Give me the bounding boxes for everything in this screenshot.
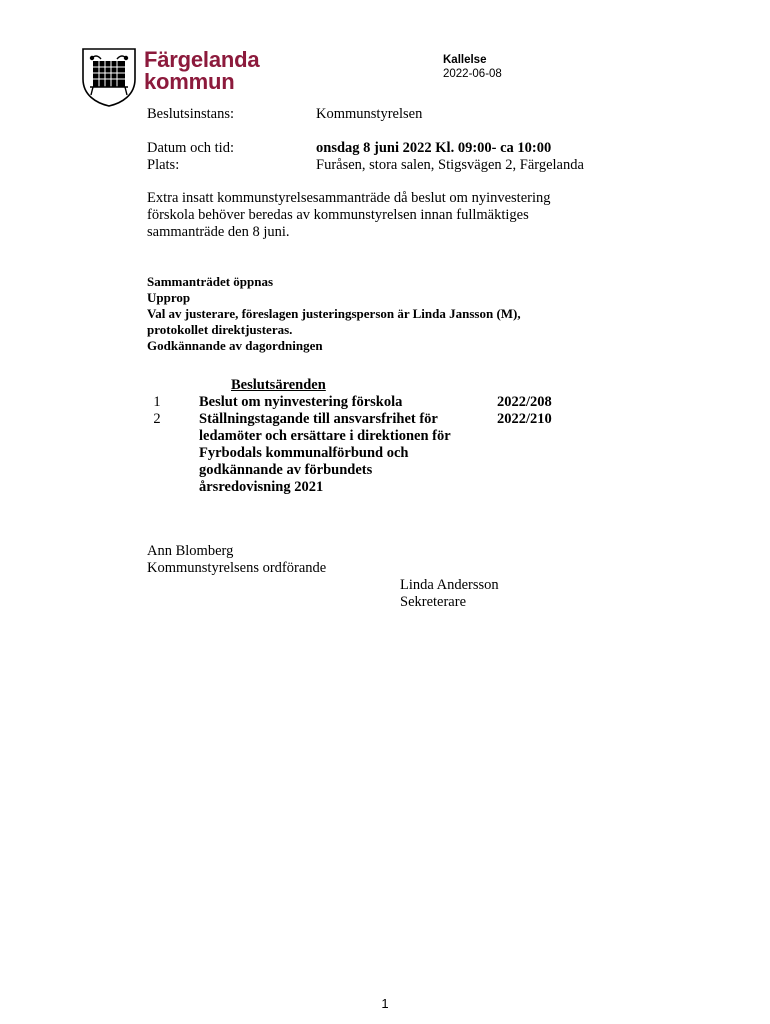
agenda-item-number: 2 [153,411,161,427]
intro-line: sammanträde den 8 juni. [147,224,290,240]
logo-line-2: kommun [144,69,235,94]
agenda-item-number: 1 [153,394,161,410]
secretary-name: Linda Andersson [400,577,499,593]
document-date: 2022-06-08 [443,68,502,80]
agenda-item-title-line: godkännande av förbundets [199,462,373,478]
agenda-item-reference: 2022/208 [497,394,552,410]
document-type: Kallelse [443,54,487,66]
page-number: 1 [381,996,389,1011]
municipality-logo [80,45,265,107]
agenda-item-title-line: årsredovisning 2021 [199,479,324,495]
agenda-item-title-line: Ställningstagande till ansvarsfrihet för [199,411,438,427]
opening-item: protokollet direktjusteras. [147,322,293,337]
intro-line: förskola behöver beredas av kommunstyrelsen innan fullmäktiges [147,207,529,223]
logo-line-1: Färgelanda [144,47,260,72]
agenda-item-title [199,394,499,411]
opening-item: Godkännande av dagordningen [147,338,323,353]
secretary-title: Sekreterare [400,594,467,610]
plats-label: Plats: [147,157,180,173]
agenda-item-title-line: Beslut om nyinvestering förskola [199,394,403,410]
opening-item: Upprop [147,290,191,305]
shield-crest-icon [80,45,138,107]
agenda-item-title-line: Fyrbodals kommunalförbund och [199,445,409,461]
agenda-heading: Beslutsärenden [231,377,326,393]
chair-title: Kommunstyrelsens ordförande [147,560,327,576]
opening-items [147,274,587,354]
intro-line: Extra insatt kommunstyrelsesammanträde då beslut om nyinvestering [147,190,551,206]
datum-label: Datum och tid: [147,140,234,156]
beslutsinstans-value: Kommunstyrelsen [316,106,423,122]
plats-value: Furåsen, stora salen, Stigsvägen 2, Färgelanda [316,157,584,173]
datum-value: onsdag 8 juni 2022 Kl. 09:00- ca 10:00 [316,140,552,156]
agenda-item-title [199,411,499,496]
agenda-item-title-line: ledamöter och ersättare i direktionen för [199,428,451,444]
agenda-item-reference: 2022/210 [497,411,552,427]
intro-paragraph [147,190,617,241]
opening-item: Sammanträdet öppnas [147,274,274,289]
chair-name: Ann Blomberg [147,543,234,559]
opening-item: Val av justerare, föreslagen justeringsperson är Linda Jansson (M), [147,306,521,321]
beslutsinstans-label: Beslutsinstans: [147,106,235,122]
